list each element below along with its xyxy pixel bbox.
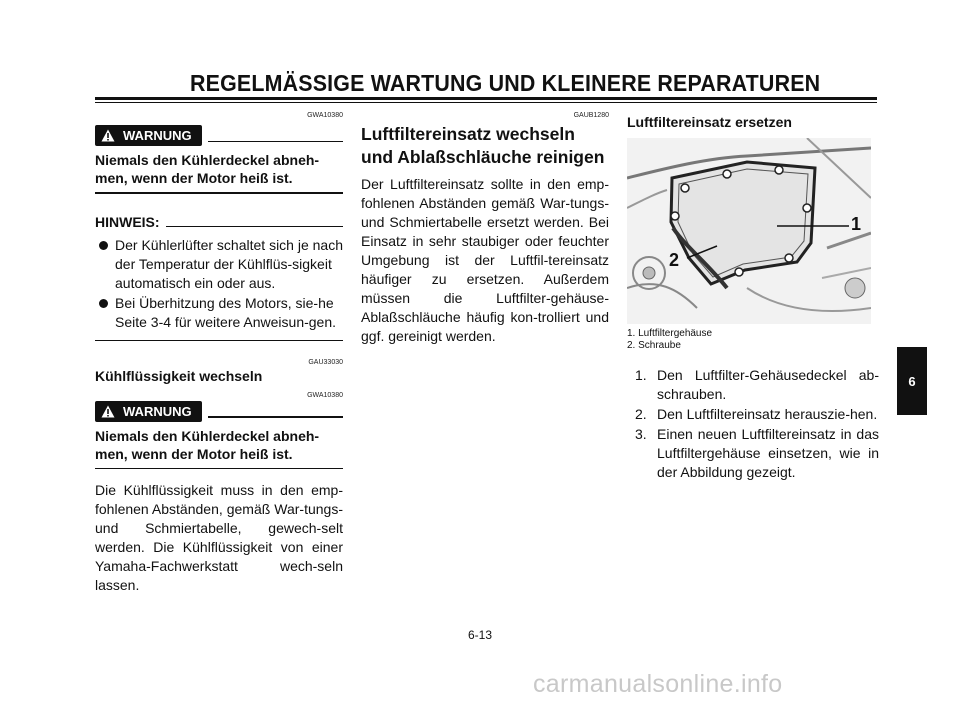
coolant-body-text: Die Kühlflüssigkeit muss in den emp-fohlenen Abständen, gemäß War-tungs- und Schmiertabelle, gewech-selt werden. Die Kühlflüssigkeit von einer Yamaha-Fachwerkstatt wech-seln lassen.: [95, 482, 343, 593]
warning-triangle-icon: [101, 129, 115, 142]
warning-header: [95, 401, 343, 422]
step-list: [627, 366, 879, 482]
watermark: carmanualsonline.info: [533, 670, 783, 698]
note-line: [166, 226, 343, 227]
section-code: GAUB1280: [573, 112, 609, 119]
note-label: HINWEIS:: [95, 213, 160, 230]
warning-end-rule: [95, 468, 343, 470]
warning-end-rule: [95, 192, 343, 194]
warning-text: Niemals den Kühlerdeckel abneh-men, wenn der Motor heiß ist.: [95, 427, 320, 462]
step-item: 1. Den Luftfilter-Gehäusedeckel ab-schrauben.: [635, 367, 879, 402]
air-filter-drawing: [627, 138, 871, 324]
warning-line: [208, 416, 343, 418]
warning-code: GWA10380: [307, 112, 343, 119]
page-header-title: REGELMÄSSIGE WARTUNG UND KLEINERE REPARATUREN: [190, 70, 821, 96]
chapter-tab: 6: [897, 347, 927, 415]
page-number: 6-13: [467, 628, 493, 642]
note-list: [95, 236, 343, 332]
section-title-air-filter: Luftfiltereinsatz wechseln und Ablaßschläuche reinigen: [361, 124, 605, 167]
step-item: 3. Einen neuen Luftfiltereinsatz in das Luftfiltergehäuse einsetzen, wie in der Abbildung gezeigt.: [635, 426, 879, 480]
note-item: Bei Überhitzung des Motors, sie-he Seite 3-4 für weitere Anweisun-gen.: [95, 294, 343, 332]
caption-item: 1. Luftfiltergehäuse: [627, 328, 713, 339]
air-filter-body-text: Der Luftfiltereinsatz sollte in den emp-fohlenen Abständen gemäß War-tungs- und Schmiertabelle ersetzt werden. Bei Einsatz in sehr staubiger oder feuchter Umgebung ist der Luftfil-tereinsatz häufiger zu ersetzen. Außerdem müssen die Luftfilter-gehäuse-Ablaßschläuche häufig kon-trolliert und ggf. gereinigt werden.: [361, 176, 609, 344]
column-left: [95, 112, 343, 595]
figure-caption: [627, 328, 879, 352]
warning-line: [208, 141, 343, 143]
callout-1: 1: [851, 214, 862, 234]
note-item: Der Kühlerlüfter schaltet sich je nach der Temperatur der Kühlflüs-sigkeit automatisch ein oder aus.: [95, 236, 343, 293]
header-rule: [95, 97, 877, 100]
warning-code: GWA10380: [307, 391, 343, 399]
warning-badge: [95, 125, 202, 146]
warning-text: Niemals den Kühlerdeckel abneh-men, wenn der Motor heiß ist.: [95, 152, 320, 186]
warning-badge-label: WARNUNG: [123, 403, 192, 419]
warning-triangle-icon: [101, 405, 115, 418]
header-rule-thin: [95, 102, 877, 103]
air-filter-illustration: [627, 138, 871, 324]
caption-item: 2. Schraube: [627, 340, 681, 351]
column-middle: [361, 112, 609, 346]
note-end-rule: [95, 340, 343, 341]
column-right: [627, 112, 879, 483]
bullet-icon: [99, 241, 108, 250]
callout-2: 2: [669, 250, 680, 270]
warning-badge-label: WARNUNG: [123, 128, 192, 143]
warning-header: [95, 125, 343, 146]
step-item: 2. Den Luftfiltereinsatz herauszie-hen.: [635, 406, 878, 422]
section-title-replace: Luftfiltereinsatz ersetzen: [627, 114, 792, 130]
warning-badge: [95, 401, 202, 422]
section-code: GAU33030: [308, 358, 343, 366]
bullet-icon: [99, 299, 108, 308]
note-header: [95, 214, 343, 230]
section-title-coolant: Kühlflüssigkeit wechseln: [95, 367, 263, 384]
